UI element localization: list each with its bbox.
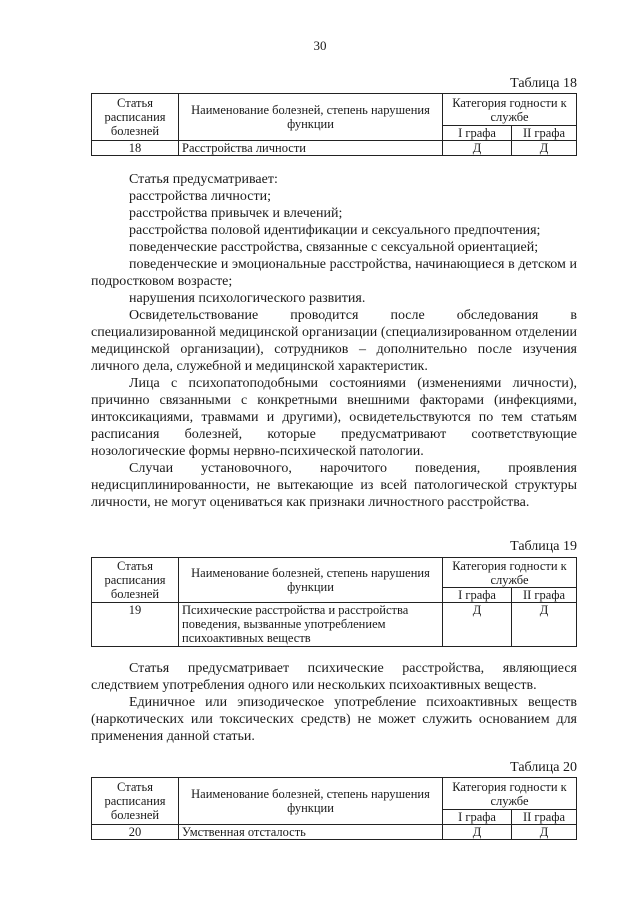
row-col1: Д [443, 141, 512, 156]
row-article: 19 [92, 603, 179, 647]
row-col2: Д [512, 825, 577, 840]
row-name: Умственная отсталость [179, 825, 443, 840]
header-name: Наименование болезней, степень нарушения функции [179, 94, 443, 141]
row-col2: Д [512, 141, 577, 156]
header-col2: II графа [512, 810, 577, 825]
table-18 [91, 93, 577, 156]
row-article: 18 [92, 141, 179, 156]
intro-line: Статья предусматривает: [129, 172, 278, 187]
header-col2: II графа [512, 126, 577, 141]
header-article: Статья расписания болезней [92, 778, 179, 825]
header-category: Категория годности к службе [443, 778, 577, 810]
list-item: нарушения психологического развития. [129, 291, 366, 306]
text-block-1 [91, 171, 577, 511]
table-19-caption: Таблица 19 [510, 539, 577, 554]
paragraph: Лица с психопатоподобными состояниями (изменениями личности), причинно связанными с конкретными внешними факторами (инфекциями, интоксикациями, травмами и другими), освидетельствуются по тем статьям расписания болезней, которые предусматривают соответствующие нозологические формы нервно-психической патологии. [91, 376, 577, 459]
header-col1: I графа [443, 588, 512, 603]
row-col1: Д [443, 603, 512, 647]
header-name: Наименование болезней, степень нарушения функции [179, 558, 443, 603]
row-col1: Д [443, 825, 512, 840]
table-row [92, 141, 577, 156]
list-item: поведенческие расстройства, связанные с сексуальной ориентацией; [129, 240, 539, 255]
header-col1: I графа [443, 126, 512, 141]
paragraph: Освидетельствование проводится после обследования в специализированной медицинской организации (специализированном отделении медицинской организации), сотрудников – дополнительно после изучения личного дела, служебной и медицинской характеристик. [91, 308, 577, 374]
list-item: расстройства половой идентификации и сексуального предпочтения; [129, 223, 541, 238]
row-col2: Д [512, 603, 577, 647]
header-category: Категория годности к службе [443, 94, 577, 126]
table-20-caption: Таблица 20 [510, 760, 577, 775]
paragraph: Единичное или эпизодическое употребление психоактивных веществ (наркотических или токсических средств) не может служить основанием для применения данной статьи. [91, 695, 577, 744]
paragraph: Случаи установочного, нарочитого поведения, проявления недисциплинированности, не вытекающие из всей патологической структуры личности, не могут оцениваться как признаки личностного расстройства. [91, 461, 577, 510]
table-row [92, 603, 577, 647]
header-category: Категория годности к службе [443, 558, 577, 588]
table-18-caption: Таблица 18 [510, 76, 577, 91]
table-row [92, 825, 577, 840]
list-item: поведенческие и эмоциональные расстройства, начинающиеся в детском и подростковом возрасте; [91, 257, 577, 289]
table-20 [91, 777, 577, 840]
header-col2: II графа [512, 588, 577, 603]
page-number: 30 [313, 38, 327, 53]
list-item: расстройства личности; [129, 189, 271, 204]
header-col1: I графа [443, 810, 512, 825]
row-name: Расстройства личности [179, 141, 443, 156]
row-article: 20 [92, 825, 179, 840]
row-name: Психические расстройства и расстройства поведения, вызванные употреблением психоактивных веществ [179, 603, 443, 647]
paragraph: Статья предусматривает психические расстройства, являющиеся следствием употребления одного или нескольких психоактивных веществ. [91, 661, 577, 693]
list-item: расстройства привычек и влечений; [129, 206, 343, 221]
header-article: Статья расписания болезней [92, 558, 179, 603]
table-19 [91, 557, 577, 647]
header-article: Статья расписания болезней [92, 94, 179, 141]
text-block-2 [91, 660, 577, 745]
header-name: Наименование болезней, степень нарушения функции [179, 778, 443, 825]
